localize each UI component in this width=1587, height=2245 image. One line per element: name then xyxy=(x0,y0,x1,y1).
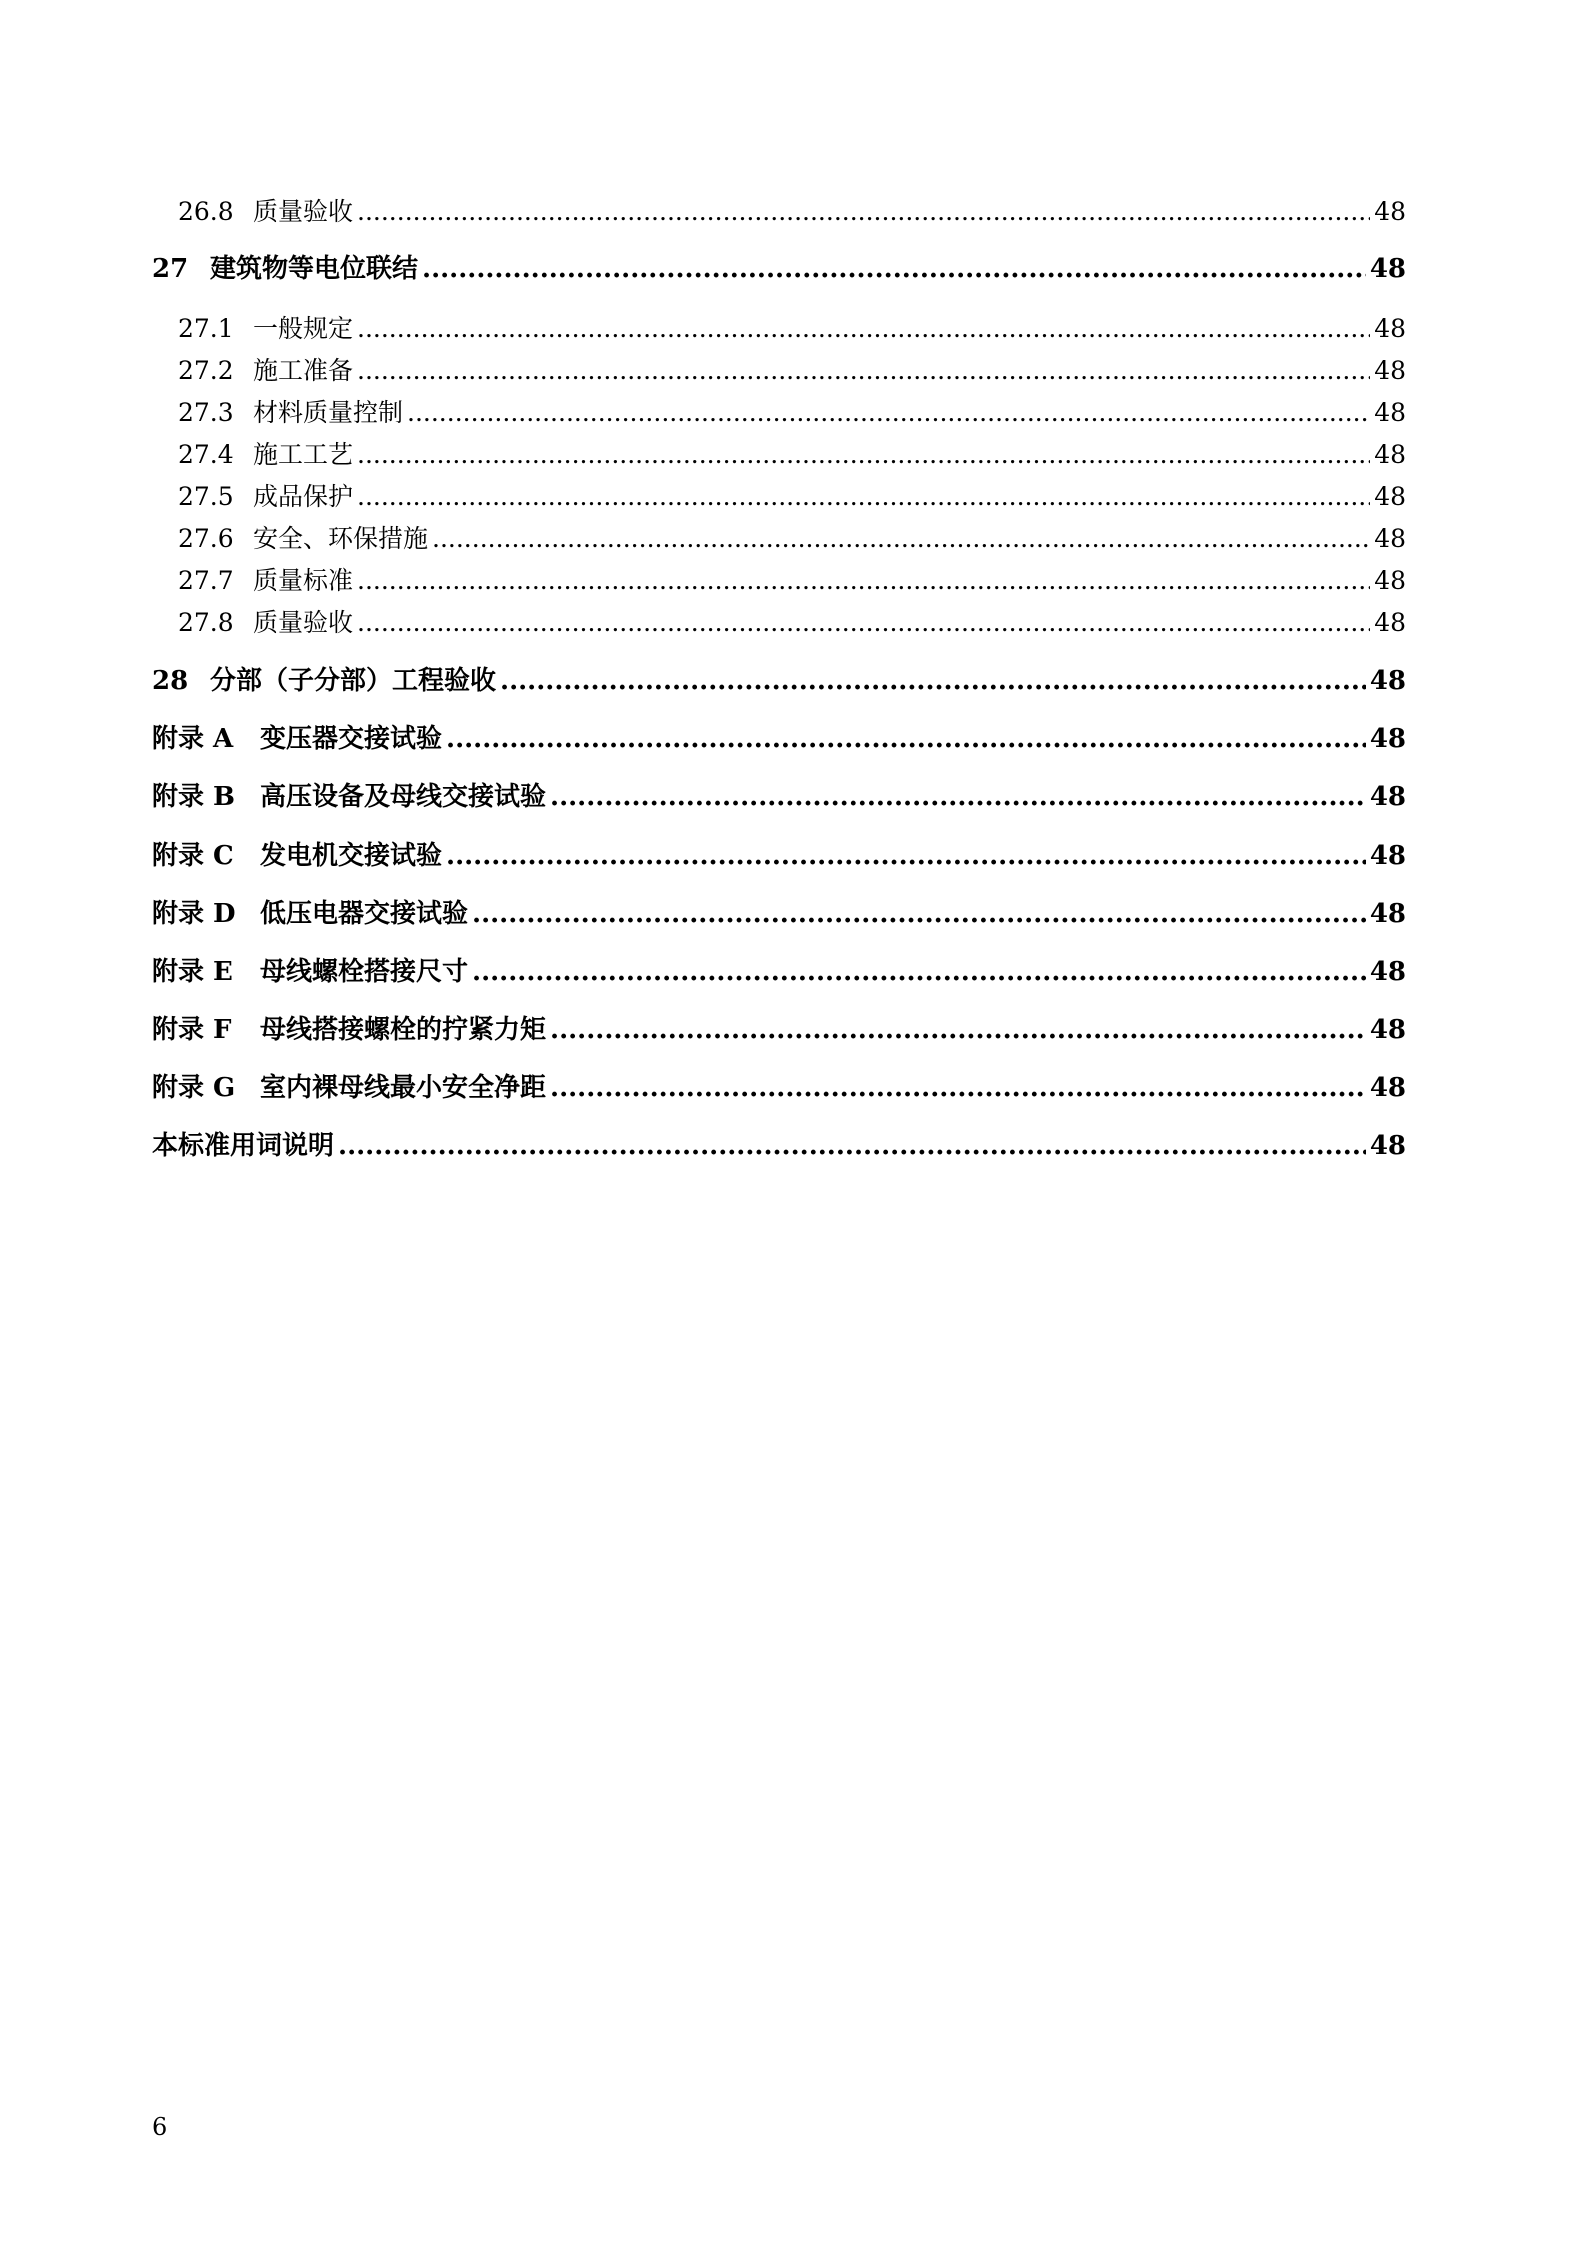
toc-entry-27-1[interactable] xyxy=(152,311,1406,347)
toc-entry-title: 母线搭接螺栓的拧紧力矩 xyxy=(260,1015,547,1045)
toc-entry-28[interactable] xyxy=(152,663,1406,699)
toc-entry-page: 48 xyxy=(1369,724,1406,754)
dot-leader xyxy=(550,1070,1366,1106)
dot-leader xyxy=(357,437,1370,473)
toc-entry-27-2[interactable] xyxy=(152,353,1406,389)
toc-entry-page: 48 xyxy=(1374,566,1406,595)
toc-entry-page: 48 xyxy=(1374,314,1406,343)
dot-leader xyxy=(407,395,1370,431)
toc-entry-number: 附录 E xyxy=(152,957,233,987)
toc-entry-title: 成品保护 xyxy=(253,482,354,511)
dot-leader xyxy=(550,1012,1366,1048)
dot-leader xyxy=(338,1128,1366,1164)
toc-entry-27-5[interactable] xyxy=(152,479,1406,515)
toc-entry-number: 27.8 xyxy=(178,608,234,637)
toc-entry-number: 27.7 xyxy=(178,566,234,595)
toc-entry-appendix-g[interactable] xyxy=(152,1070,1406,1106)
dot-leader xyxy=(422,251,1366,287)
toc-entry-27-3[interactable] xyxy=(152,395,1406,431)
dot-leader xyxy=(357,194,1370,230)
toc-entry-27-4[interactable] xyxy=(152,437,1406,473)
toc-entry-number: 27 xyxy=(152,254,189,284)
toc-entry-number: 附录 F xyxy=(152,1015,232,1045)
dot-leader xyxy=(357,605,1370,641)
toc-entry-number: 27.5 xyxy=(178,482,234,511)
dot-leader xyxy=(357,563,1370,599)
toc-entry-title: 施工准备 xyxy=(253,356,354,385)
toc-entry-terminology[interactable] xyxy=(152,1128,1406,1164)
dot-leader xyxy=(446,721,1366,757)
toc-entry-title: 安全、环保措施 xyxy=(253,524,429,553)
dot-leader xyxy=(550,779,1366,815)
toc-entry-number: 27.6 xyxy=(178,524,234,553)
dot-leader xyxy=(446,838,1366,874)
dot-leader xyxy=(432,521,1370,557)
toc-entry-title: 高压设备及母线交接试验 xyxy=(260,782,547,812)
toc-entry-title: 质量验收 xyxy=(253,608,354,637)
toc-entry-number: 附录 A xyxy=(152,724,234,754)
toc-entry-page: 48 xyxy=(1374,398,1406,427)
toc-entry-27-7[interactable] xyxy=(152,563,1406,599)
toc-entry-27[interactable] xyxy=(152,251,1406,287)
toc-entry-26-8[interactable] xyxy=(152,194,1406,230)
dot-leader xyxy=(357,479,1370,515)
dot-leader xyxy=(472,954,1366,990)
toc-entry-page: 48 xyxy=(1369,782,1406,812)
toc-entry-title: 一般规定 xyxy=(253,314,354,343)
toc-entry-page: 48 xyxy=(1374,440,1406,469)
toc-entry-number: 27.3 xyxy=(178,398,234,427)
toc-entry-title: 本标准用词说明 xyxy=(152,1131,335,1161)
dot-leader xyxy=(500,663,1366,699)
toc-entry-appendix-d[interactable] xyxy=(152,896,1406,932)
toc-entry-title: 质量标准 xyxy=(253,566,354,595)
toc-entry-number: 附录 B xyxy=(152,782,236,812)
toc-entry-title: 施工工艺 xyxy=(253,440,354,469)
toc-entry-number: 附录 G xyxy=(152,1073,236,1103)
toc-entry-number: 27.4 xyxy=(178,440,234,469)
toc-entry-page: 48 xyxy=(1374,197,1406,226)
toc-entry-page: 48 xyxy=(1369,1131,1406,1161)
toc-entry-appendix-a[interactable] xyxy=(152,721,1406,757)
toc-entry-appendix-b[interactable] xyxy=(152,779,1406,815)
toc-entry-appendix-e[interactable] xyxy=(152,954,1406,990)
toc-entry-page: 48 xyxy=(1369,841,1406,871)
toc-entry-title: 室内裸母线最小安全净距 xyxy=(260,1073,547,1103)
toc-entry-page: 48 xyxy=(1374,482,1406,511)
toc-entry-number: 26.8 xyxy=(178,197,234,226)
toc-entry-number: 28 xyxy=(152,666,189,696)
toc-entry-page: 48 xyxy=(1369,1015,1406,1045)
toc-entry-title: 分部（子分部）工程验收 xyxy=(210,666,497,696)
toc-entry-title: 母线螺栓搭接尺寸 xyxy=(260,957,469,987)
dot-leader xyxy=(472,896,1366,932)
dot-leader xyxy=(357,311,1370,347)
toc-entry-number: 附录 C xyxy=(152,841,234,871)
toc-entry-title: 低压电器交接试验 xyxy=(260,899,469,929)
toc-entry-page: 48 xyxy=(1369,666,1406,696)
toc-entry-page: 48 xyxy=(1369,899,1406,929)
toc-entry-title: 发电机交接试验 xyxy=(260,841,443,871)
toc-entry-number: 27.1 xyxy=(178,314,234,343)
toc-entry-appendix-c[interactable] xyxy=(152,838,1406,874)
toc-entry-page: 48 xyxy=(1374,524,1406,553)
toc-entry-title: 建筑物等电位联结 xyxy=(210,254,419,284)
toc-entry-page: 48 xyxy=(1374,356,1406,385)
toc-entry-page: 48 xyxy=(1369,957,1406,987)
toc-entry-title: 质量验收 xyxy=(253,197,354,226)
dot-leader xyxy=(357,353,1370,389)
toc-entry-page: 48 xyxy=(1374,608,1406,637)
toc-entry-number: 附录 D xyxy=(152,899,236,929)
toc-entry-appendix-f[interactable] xyxy=(152,1012,1406,1048)
toc-entry-number: 27.2 xyxy=(178,356,234,385)
toc-entry-page: 48 xyxy=(1369,1073,1406,1103)
toc-entry-27-8[interactable] xyxy=(152,605,1406,641)
toc-entry-27-6[interactable] xyxy=(152,521,1406,557)
toc-entry-page: 48 xyxy=(1369,254,1406,284)
toc-entry-title: 材料质量控制 xyxy=(253,398,404,427)
page-number: 6 xyxy=(152,2113,168,2141)
toc-entry-title: 变压器交接试验 xyxy=(260,724,443,754)
